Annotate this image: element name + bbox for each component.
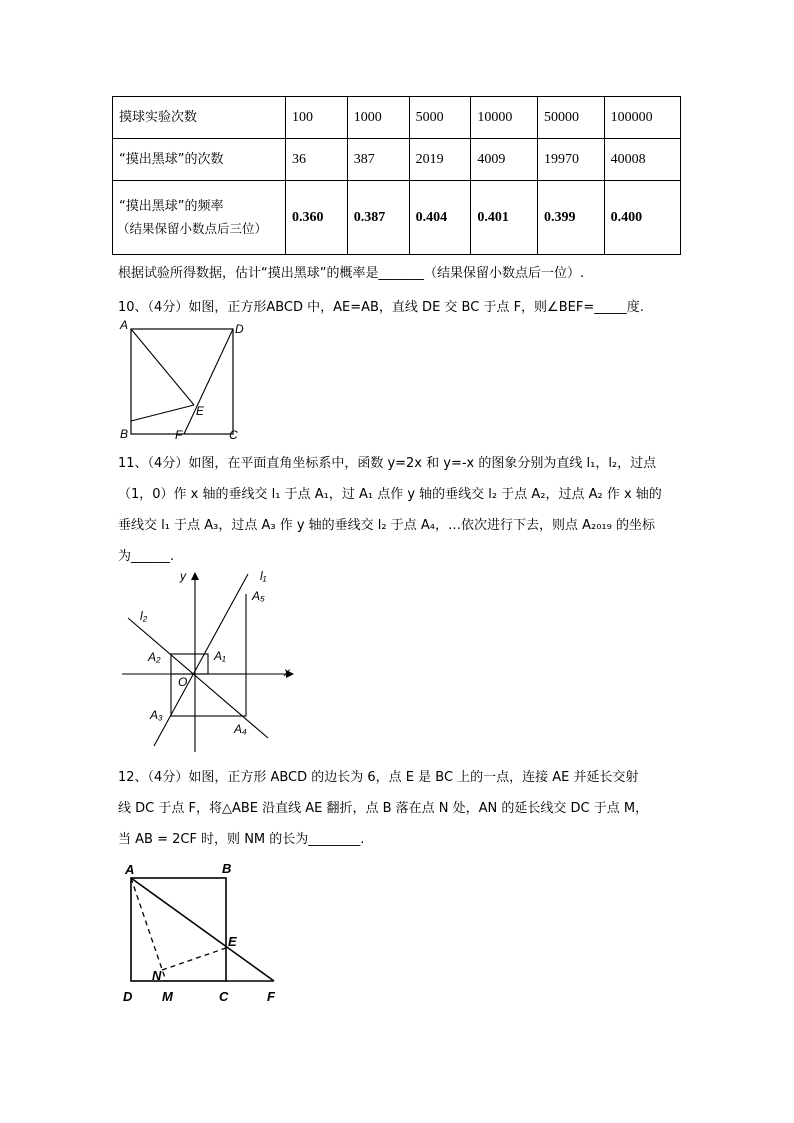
question-12-line-2: 线 DC 于点 F，将△ABE 沿直线 AE 翻折，点 B 落在点 N 处，AN 的延长线交 DC 于点 M， xyxy=(118,801,649,816)
table-cell: 100 xyxy=(286,97,348,139)
row-label-note: （结果保留小数点后三位） xyxy=(117,220,268,236)
table-cell: 10000 xyxy=(471,97,538,139)
table-cell: 0.360 xyxy=(286,181,348,255)
table-cell: 0.399 xyxy=(537,181,604,255)
table-row xyxy=(113,181,681,255)
question-11-line-2: （1，0）作 x 轴的垂线交 l₁ 于点 A₁，过 A₁ 点作 y 轴的垂线交 l₂ 于点 A₂，过点 A₂ 作 x 轴的 xyxy=(118,487,662,502)
label-m: M xyxy=(162,989,173,1004)
label-n: N xyxy=(152,968,162,983)
q11-figure xyxy=(114,562,304,757)
table-cell: 387 xyxy=(347,139,409,181)
segment-be xyxy=(131,405,194,421)
row-label xyxy=(113,181,286,255)
square-abcd xyxy=(131,329,233,434)
segment-ae xyxy=(131,329,194,405)
question-12-line-1: 12、（4分）如图，正方形 ABCD 的边长为 6，点 E 是 BC 上的一点，连接 AE 并延长交射 xyxy=(118,770,639,785)
label-a1: A₁ xyxy=(214,649,226,663)
line-l2 xyxy=(128,618,268,738)
q10-figure xyxy=(112,316,252,444)
label-f: F xyxy=(175,428,183,442)
label-a4: A₄ xyxy=(234,722,247,736)
label-a5: A₅ xyxy=(252,589,265,603)
row-label-text: 摸球实验次数 xyxy=(119,109,198,125)
table-cell: 0.404 xyxy=(409,181,471,255)
table-cell: 0.401 xyxy=(471,181,538,255)
line-am-dashed xyxy=(131,878,166,981)
question-9-tail: 根据试验所得数据，估计“摸出黑球”的概率是_______（结果保留小数点后一位）. xyxy=(118,266,585,281)
row-label-text: “摸出黑球”的频率 xyxy=(119,198,224,214)
row-label xyxy=(113,97,286,139)
label-d: D xyxy=(235,322,244,336)
label-a3: A₃ xyxy=(150,708,163,722)
table-cell: 4009 xyxy=(471,139,538,181)
line-l1 xyxy=(154,574,248,746)
label-y: y xyxy=(180,569,186,583)
table-cell: 0.400 xyxy=(604,181,680,255)
y-axis-arrow xyxy=(191,572,199,580)
question-11-line-4: 为______. xyxy=(118,549,175,564)
label-e: E xyxy=(228,934,237,949)
question-11-line-3: 垂线交 l₁ 于点 A₃，过点 A₃ 作 y 轴的垂线交 l₂ 于点 A₄，…依次进行下去，则点 A₂₀₁₉ 的坐标 xyxy=(118,518,655,533)
label-a: A xyxy=(120,318,129,332)
table-cell: 1000 xyxy=(347,97,409,139)
label-a2: A₂ xyxy=(148,650,161,664)
table-row xyxy=(113,97,681,139)
label-x: x xyxy=(284,665,290,679)
square-abcd xyxy=(131,878,226,981)
table-cell: 2019 xyxy=(409,139,471,181)
label-e: E xyxy=(196,404,205,418)
label-f: F xyxy=(267,989,275,1004)
label-a: A xyxy=(125,862,135,877)
line-df xyxy=(184,329,233,434)
label-b: B xyxy=(222,861,232,876)
label-o: O xyxy=(178,675,188,689)
table-cell: 40008 xyxy=(604,139,680,181)
row-label-text: “摸出黑球”的次数 xyxy=(119,151,224,167)
table-row xyxy=(113,139,681,181)
table-cell: 5000 xyxy=(409,97,471,139)
label-d: D xyxy=(123,989,133,1004)
line-af xyxy=(131,878,274,981)
label-l1: l₁ xyxy=(260,569,267,583)
table-cell: 100000 xyxy=(604,97,680,139)
table-cell: 19970 xyxy=(537,139,604,181)
label-l2: l₂ xyxy=(140,609,148,623)
label-b: B xyxy=(120,427,129,441)
table-cell: 0.387 xyxy=(347,181,409,255)
experiment-table xyxy=(112,96,681,255)
row-label xyxy=(113,139,286,181)
table-cell: 36 xyxy=(286,139,348,181)
question-11-line-1: 11、（4分）如图，在平面直角坐标系中，函数 y=2x 和 y=-x 的图象分别为直线 l₁，l₂，过点 xyxy=(118,456,657,471)
q12-figure xyxy=(116,856,286,1008)
question-12-line-3: 当 AB = 2CF 时，则 NM 的长为________. xyxy=(118,832,365,847)
label-c: C xyxy=(219,989,229,1004)
label-c: C xyxy=(229,428,238,442)
segment-ne-dashed xyxy=(162,948,226,970)
table-cell: 50000 xyxy=(537,97,604,139)
question-10-text: 10、（4分）如图，正方形ABCD 中，AE=AB，直线 DE 交 BC 于点 F，则∠BEF=_____度. xyxy=(118,300,644,315)
